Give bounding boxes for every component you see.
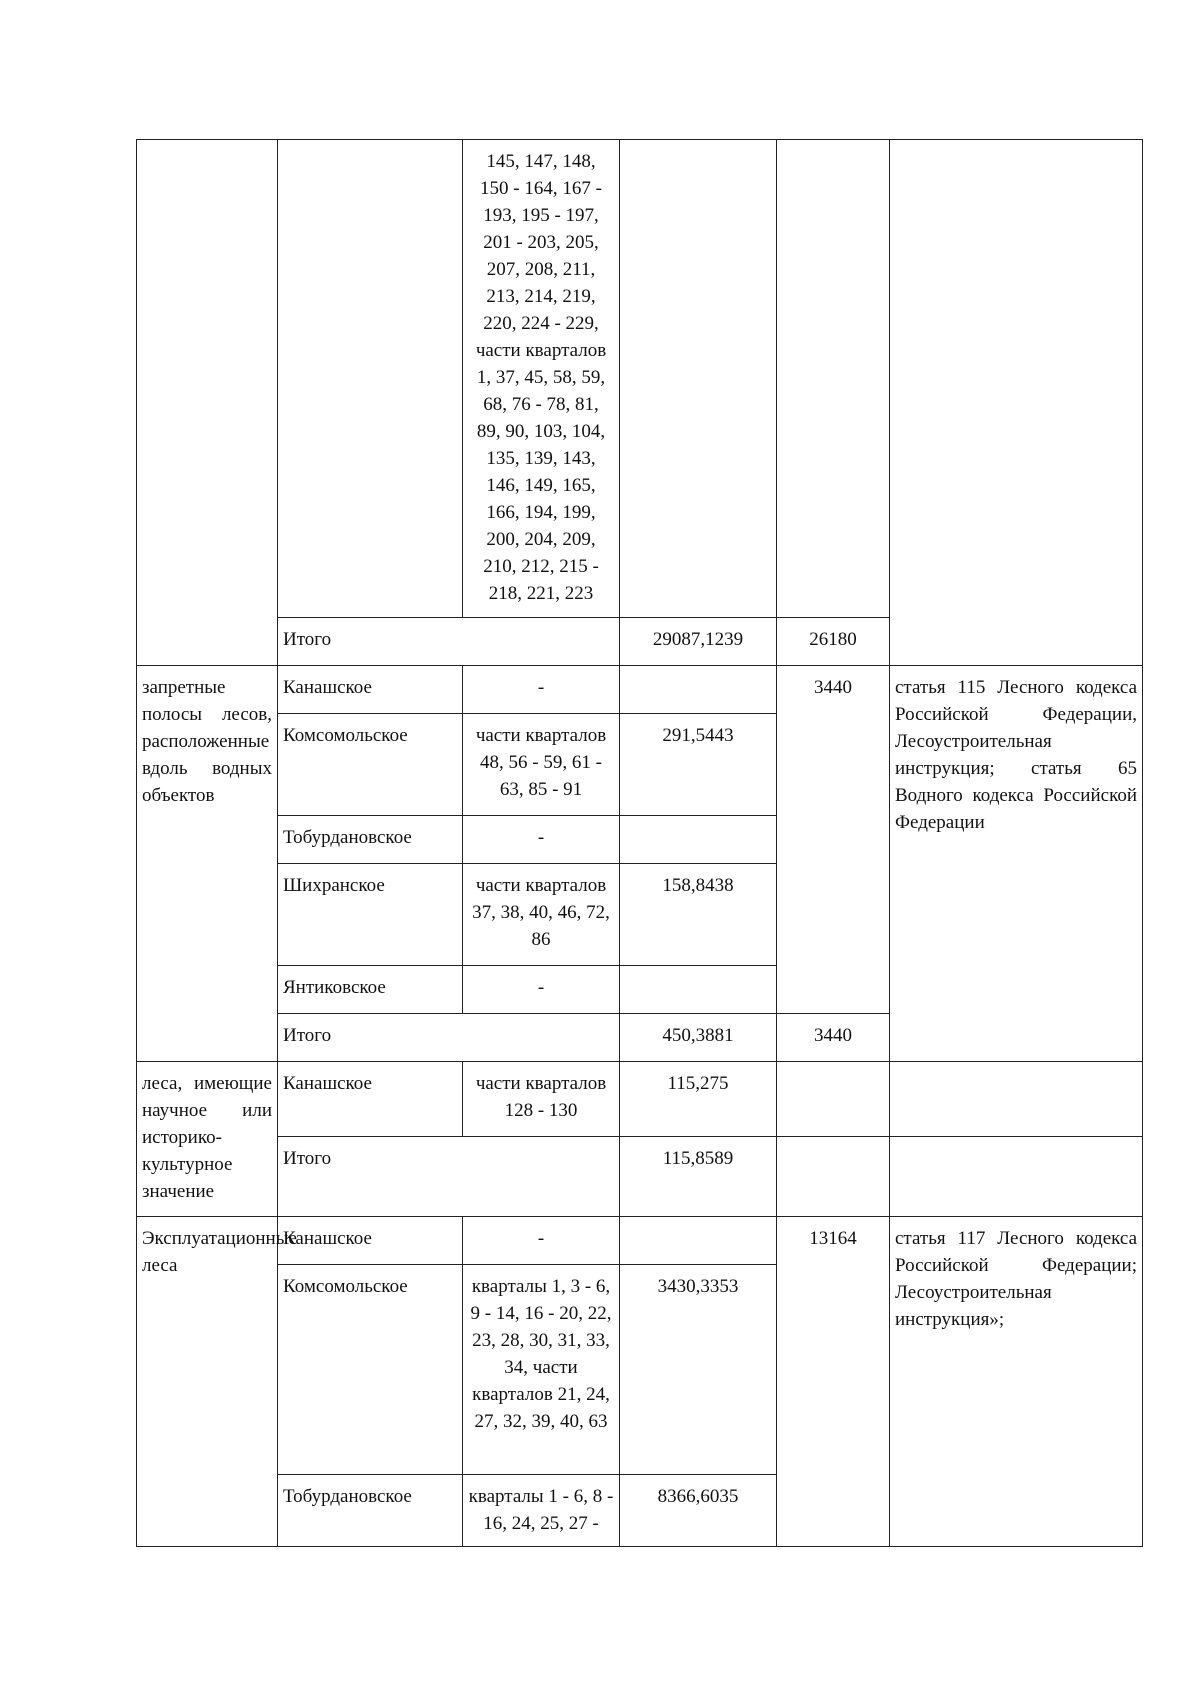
area-cell: 291,5443	[620, 714, 777, 816]
quarters-cell: кварталы 1 - 6, 8 - 16, 24, 25, 27 -	[463, 1475, 620, 1547]
total-area: 29087,1239	[620, 618, 777, 666]
forestry-cell	[278, 140, 463, 618]
total-count: 26180	[777, 618, 890, 666]
forestry-cell: Комсомольское	[278, 714, 463, 816]
forestry-cell: Канашское	[278, 1062, 463, 1137]
quarters-cell: -	[463, 816, 620, 864]
forestry-cell: Тобурдановское	[278, 1475, 463, 1547]
forestry-cell: Тобурдановское	[278, 816, 463, 864]
basis-cell	[890, 1062, 1143, 1137]
quarters-cell: кварталы 1, 3 - 6, 9 - 14, 16 - 20, 22, 23, 28, 30, 31, 33, 34, части кварталов 21, 24, 27, 32, 39, 40, 63	[463, 1265, 620, 1475]
total-area: 450,3881	[620, 1014, 777, 1062]
basis-cell: статья 117 Лесного кодекса Российской Федерации; Лесоустроительная инструкция»;	[890, 1217, 1143, 1547]
area-cell	[620, 666, 777, 714]
table-row	[137, 140, 1143, 618]
forestry-cell: Янтиковское	[278, 966, 463, 1014]
category-cell: запретные полосы лесов, расположенные вдоль водных объектов	[137, 666, 278, 1062]
forest-table	[136, 139, 1143, 1547]
area-cell	[620, 1217, 777, 1265]
total-label: Итого	[278, 1014, 620, 1062]
count-cell	[777, 1062, 890, 1137]
category-cell: Эксплуатационные леса	[137, 1217, 278, 1547]
area-cell	[620, 966, 777, 1014]
table-row	[137, 1217, 1143, 1265]
area-cell: 158,8438	[620, 864, 777, 966]
count-cell: 3440	[777, 666, 890, 1014]
forestry-cell: Комсомольское	[278, 1265, 463, 1475]
category-cell	[137, 140, 278, 666]
count-cell	[777, 140, 890, 618]
total-row	[137, 1137, 1143, 1217]
forestry-cell: Канашское	[278, 666, 463, 714]
total-label: Итого	[278, 618, 620, 666]
basis-cell: статья 115 Лесного кодекса Российской Федерации, Лесоустроительная инструкция; статья 65 Водного кодекса Российской Федерации	[890, 666, 1143, 1062]
area-cell: 115,275	[620, 1062, 777, 1137]
quarters-cell: части кварталов 128 - 130	[463, 1062, 620, 1137]
count-cell: 13164	[777, 1217, 890, 1547]
table-row	[137, 666, 1143, 714]
quarters-cell: -	[463, 966, 620, 1014]
total-count: 3440	[777, 1014, 890, 1062]
basis-cell	[890, 1137, 1143, 1217]
forestry-cell: Канашское	[278, 1217, 463, 1265]
total-count	[777, 1137, 890, 1217]
quarters-cell: -	[463, 666, 620, 714]
basis-cell	[890, 140, 1143, 666]
area-cell	[620, 816, 777, 864]
total-label: Итого	[278, 1137, 620, 1217]
quarters-cell: части кварталов 37, 38, 40, 46, 72, 86	[463, 864, 620, 966]
forestry-cell: Шихранское	[278, 864, 463, 966]
area-cell: 3430,3353	[620, 1265, 777, 1475]
area-cell: 8366,6035	[620, 1475, 777, 1547]
quarters-cell: -	[463, 1217, 620, 1265]
category-cell: леса, имеющие научное или историко-культурное значение	[137, 1062, 278, 1217]
area-cell	[620, 140, 777, 618]
quarters-cell: 145, 147, 148, 150 - 164, 167 - 193, 195 - 197, 201 - 203, 205, 207, 208, 211, 213, 214, 219, 220, 224 - 229, части кварталов 1, 37, 45, 58, 59, 68, 76 - 78, 81, 89, 90, 103, 104, 135, 139, 143, 146, 149, 165, 166, 194, 199, 200, 204, 209, 210, 212, 215 - 218, 221, 223	[463, 140, 620, 618]
table-row	[137, 1062, 1143, 1137]
quarters-cell: части кварталов 48, 56 - 59, 61 - 63, 85 - 91	[463, 714, 620, 816]
total-area: 115,8589	[620, 1137, 777, 1217]
